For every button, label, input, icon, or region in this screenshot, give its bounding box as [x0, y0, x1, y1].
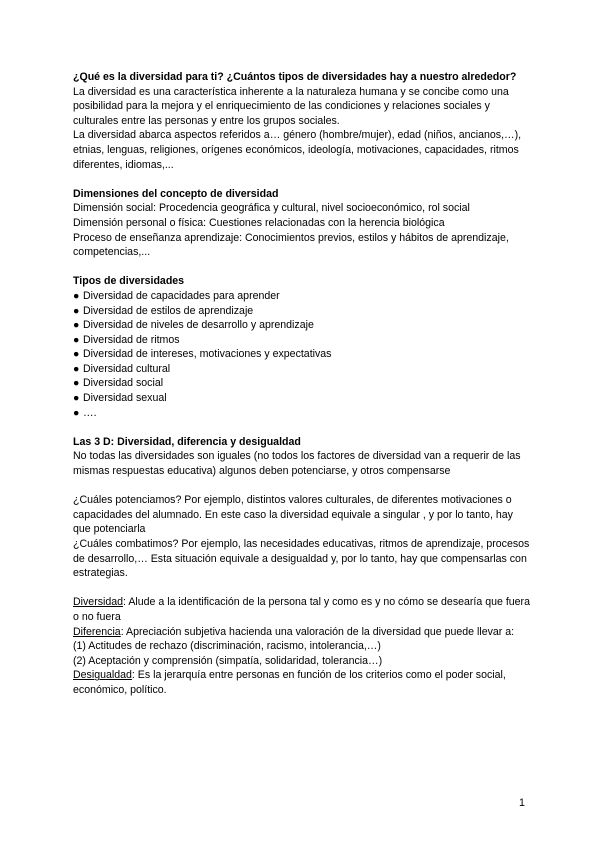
section-title-diversidad: ¿Qué es la diversidad para ti? ¿Cuántos tipos de diversidades hay a nuestro alrededor? [73, 71, 517, 83]
section-title-3d: Las 3 D: Diversidad, diferencia y desigualdad [73, 435, 301, 448]
bullet-icon: ● [73, 377, 80, 390]
dimension-line: Proceso de enseñanza aprendizaje: Conocimientos previos, estilos y hábitos de aprendizaje, competencias,... [73, 231, 509, 259]
section-title-dimensiones: Dimensiones del concepto de diversidad [73, 187, 279, 200]
term: Diversidad [73, 596, 124, 609]
definition-option: (1) Actitudes de rechazo (discriminación, racismo, intolerancia,…) [73, 640, 381, 653]
paragraph: La diversidad abarca aspectos referidos a… género (hombre/mujer), edad (niños, ancianos,…), etnias, lenguas, religiones, orígenes económicos, ideología, motivaciones, capacidades, ritmos diferentes, idiomas,... [73, 129, 522, 171]
page-number: 1 [519, 797, 525, 809]
dimension-line: Dimensión social: Procedencia geográfica y cultural, nivel socioeconómico, rol social [73, 202, 470, 215]
bullet-icon: ● [73, 362, 80, 375]
paragraph: ¿Cuáles combatimos? Por ejemplo, las necesidades educativas, ritmos de aprendizaje, procesos de desarrollo,… Esta situación equivale a desigualdad y, por lo tanto, hay que compensarlas con estrategias. [73, 538, 530, 580]
definition-option: (2) Aceptación y comprensión (simpatía, solidaridad, tolerancia…) [73, 654, 383, 667]
definition-desigualdad: Desigualdad: Es la jerarquía entre personas en función de los criterios como el poder social, económico, político. [73, 669, 506, 696]
definition-diversidad: Diversidad: Alude a la identificación de la persona tal y como es y no cómo se desearía que fuera o no fuera [73, 596, 530, 623]
bullet-icon: ● [73, 333, 80, 346]
bullet-icon: ● [73, 406, 80, 419]
section-title-tipos: Tipos de diversidades [73, 275, 185, 288]
term: Diferencia [73, 625, 121, 638]
list-item: ● Diversidad de capacidades para aprender [73, 289, 280, 302]
term: Desigualdad [73, 669, 132, 682]
bullet-icon: ● [73, 348, 80, 361]
document-page [73, 70, 533, 698]
definition-diferencia: Diferencia: Apreciación subjetiva hacienda una valoración de la diversidad que puede llevar a: [73, 625, 515, 638]
bullet-icon: ● [73, 289, 80, 302]
dimension-line: Dimensión personal o física: Cuestiones relacionadas con la herencia biológica [73, 216, 445, 229]
bullet-icon: ● [73, 319, 80, 332]
paragraph: No todas las diversidades son iguales (no todos los factores de diversidad van a requerir de las mismas respuestas educativa) algunos deben potenciarse, y otros compensarse [73, 450, 521, 478]
list-item: ● Diversidad de intereses, motivaciones y expectativas [73, 348, 332, 361]
list-item: ● Diversidad cultural [73, 362, 171, 375]
list-item: ● Diversidad de ritmos [73, 333, 180, 346]
list-item: ● Diversidad de niveles de desarrollo y aprendizaje [73, 319, 314, 332]
bullet-icon: ● [73, 392, 80, 405]
list-item: ● …. [73, 406, 97, 419]
paragraph: ¿Cuáles potenciamos? Por ejemplo, distintos valores culturales, de diferentes motivaciones o capacidades del alumnado. En este caso la diversidad equivale a singular , y por lo tanto, hay que potenciarla [73, 494, 513, 536]
list-item: ● Diversidad de estilos de aprendizaje [73, 304, 254, 317]
bullet-icon: ● [73, 304, 80, 317]
list-item: ● Diversidad sexual [73, 392, 167, 405]
tipos-list [73, 289, 533, 420]
list-item: ● Diversidad social [73, 377, 164, 390]
paragraph: La diversidad es una característica inherente a la naturaleza humana y se concibe como una posibilidad para la mejora y el enriquecimiento de las condiciones y relaciones sociales y culturales entre las personas y entre los grupos sociales. [73, 85, 509, 127]
